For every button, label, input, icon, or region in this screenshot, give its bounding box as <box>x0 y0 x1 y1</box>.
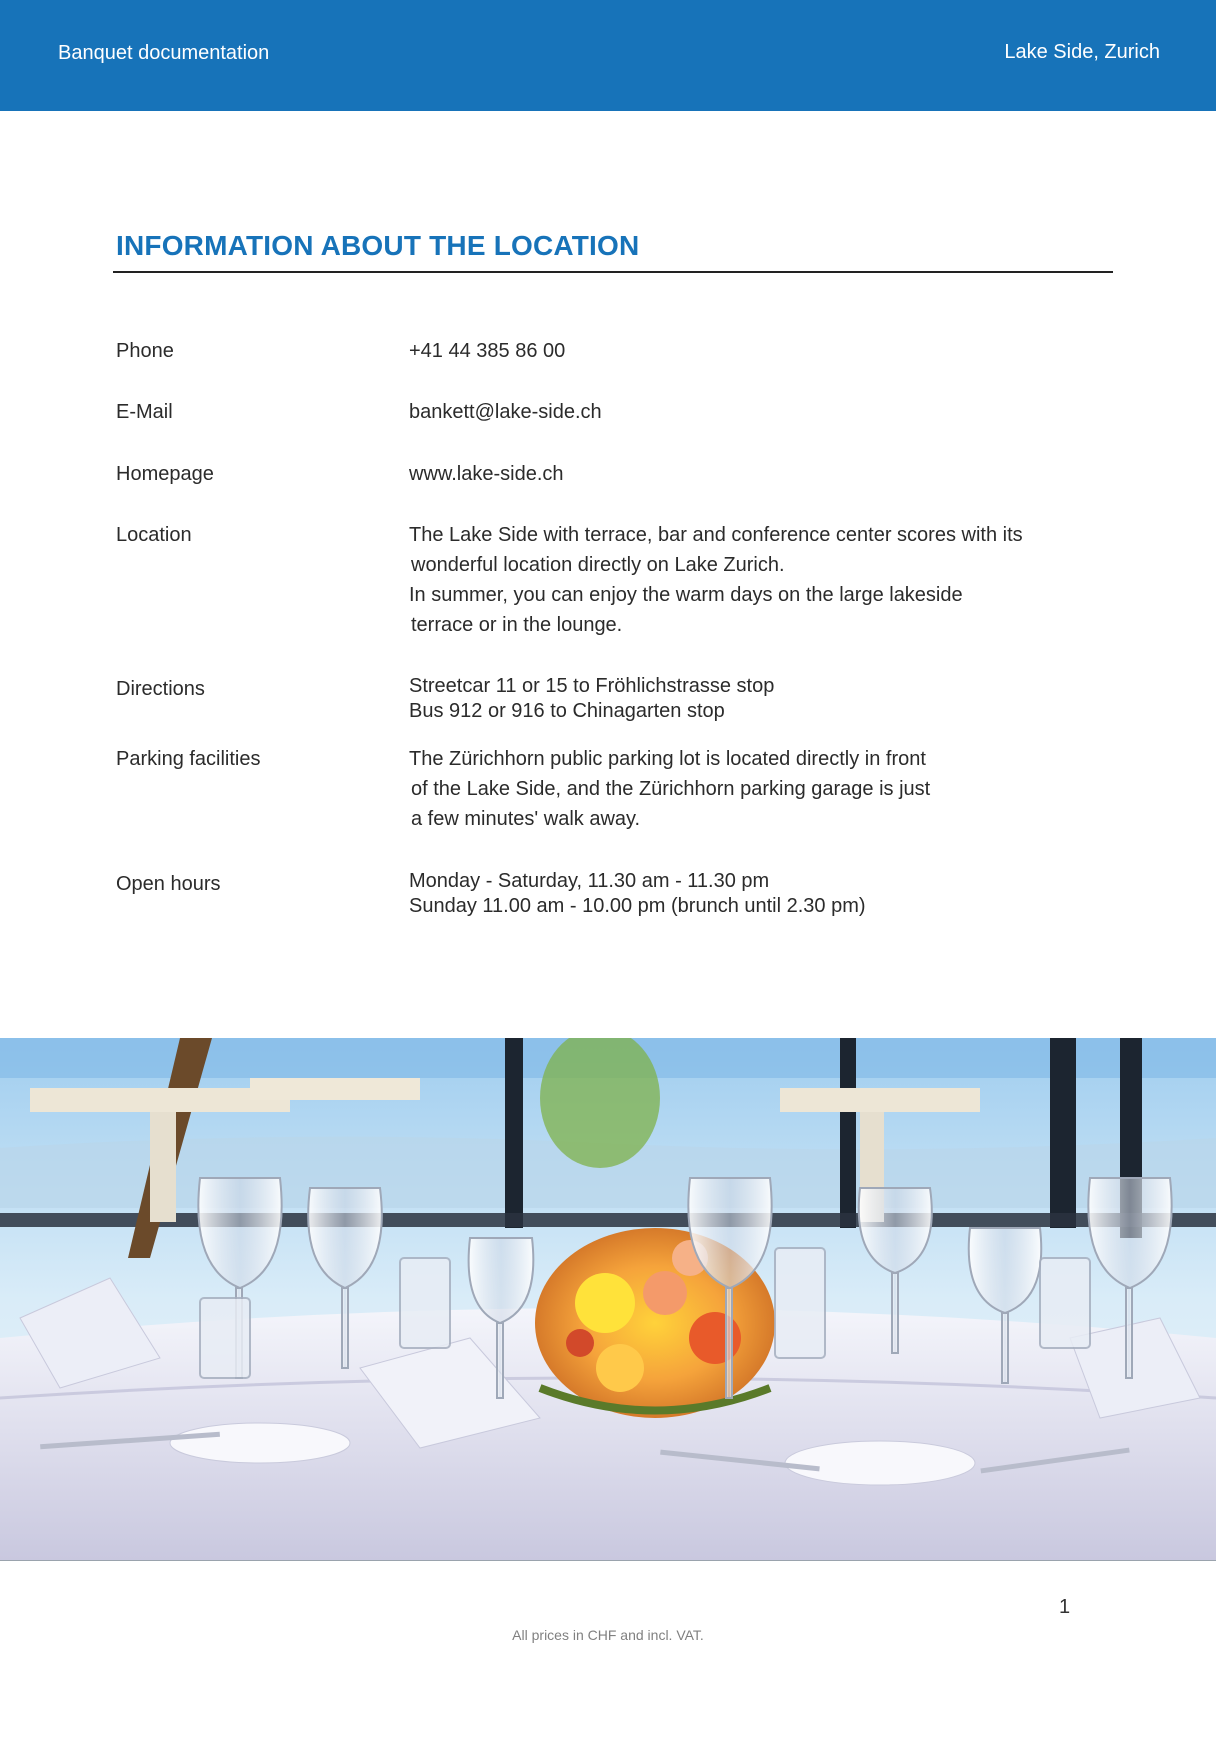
info-value-parking <box>409 744 1089 834</box>
info-label-phone: Phone <box>116 340 174 362</box>
location-line: terrace or in the lounge. <box>411 614 623 636</box>
page-header <box>0 0 1216 111</box>
info-value-location <box>409 520 1089 640</box>
location-line: wonderful location directly on Lake Zurich. <box>411 554 785 576</box>
banquet-table-photo <box>0 1038 1216 1561</box>
info-value-directions <box>409 674 1089 724</box>
info-label-email: E-Mail <box>116 401 173 423</box>
open-hours-line: Monday - Saturday, 11.30 am - 11.30 pm <box>409 870 770 892</box>
info-label-location: Location <box>116 524 192 546</box>
venue-name: Lake Side, Zurich <box>1004 41 1160 63</box>
location-line: The Lake Side with terrace, bar and conference center scores with its <box>409 524 1023 546</box>
info-value-homepage: www.lake-side.ch <box>409 463 564 485</box>
parking-line: of the Lake Side, and the Zürichhorn parking garage is just <box>411 778 931 800</box>
directions-line: Bus 912 or 916 to Chinagarten stop <box>409 700 725 722</box>
document-title: Banquet documentation <box>58 42 270 64</box>
info-value-open-hours <box>409 869 1089 919</box>
info-label-open-hours: Open hours <box>116 873 221 895</box>
info-label-parking: Parking facilities <box>116 748 261 770</box>
section-divider <box>113 271 1113 273</box>
location-line: In summer, you can enjoy the warm days on the large lakeside <box>409 584 963 606</box>
info-value-phone: +41 44 385 86 00 <box>409 340 566 362</box>
info-label-directions: Directions <box>116 678 205 700</box>
page-number: 1 <box>1059 1596 1071 1618</box>
section-heading: INFORMATION ABOUT THE LOCATION <box>116 230 640 261</box>
photo-illustration <box>0 1038 1216 1560</box>
info-value-email: bankett@lake-side.ch <box>409 401 602 423</box>
parking-line: a few minutes' walk away. <box>411 808 641 830</box>
parking-line: The Zürichhorn public parking lot is located directly in front <box>409 748 926 770</box>
open-hours-line: Sunday 11.00 am - 10.00 pm (brunch until 2.30 pm) <box>409 895 866 917</box>
info-label-homepage: Homepage <box>116 463 214 485</box>
footer-note: All prices in CHF and incl. VAT. <box>512 1627 704 1643</box>
directions-line: Streetcar 11 or 15 to Fröhlichstrasse stop <box>409 675 775 697</box>
